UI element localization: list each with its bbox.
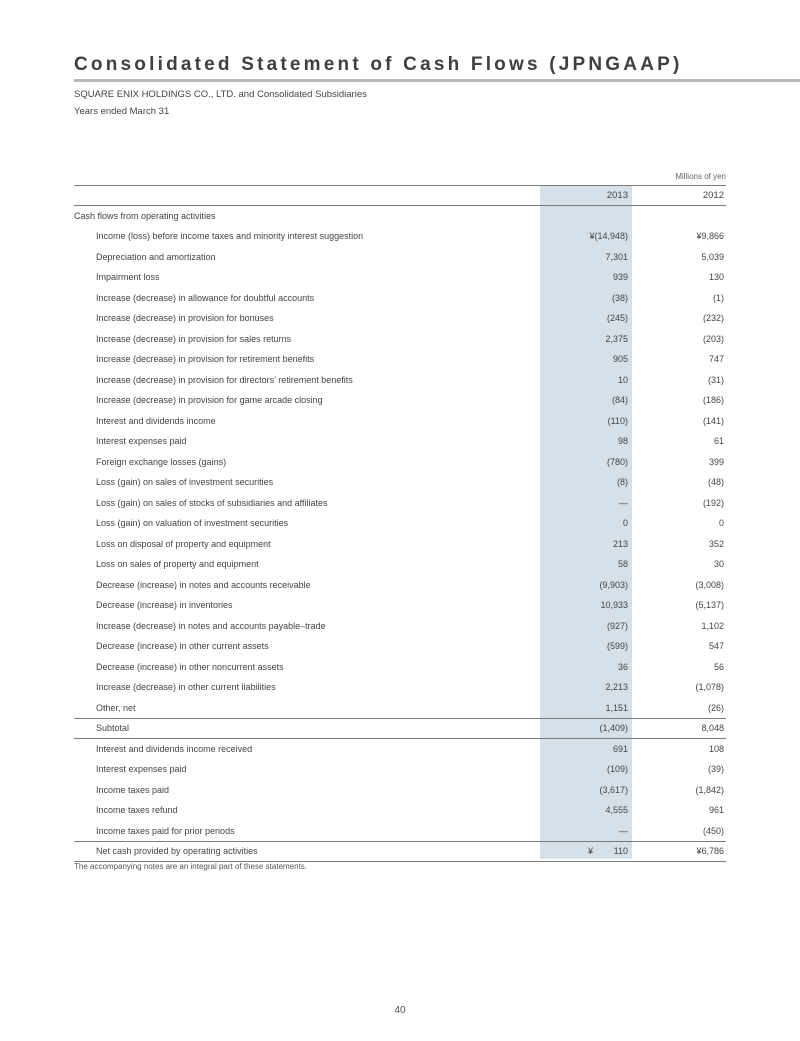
row-label: Increase (decrease) in allowance for doubtful accounts (96, 292, 315, 303)
row-label: Interest expenses paid (96, 764, 187, 775)
table-row (74, 247, 726, 268)
value-2012: (26) (707, 702, 724, 713)
row-label: Decrease (increase) in inventories (96, 600, 233, 611)
table-row (74, 411, 726, 432)
row-label: Loss on disposal of property and equipment (96, 538, 271, 549)
table-row (74, 554, 726, 575)
value-2013: (110) (607, 415, 628, 426)
value-2013: 98 (617, 436, 628, 447)
value-2013: 4,555 (605, 805, 628, 816)
value-2012: 547 (708, 641, 724, 652)
row-label: Loss (gain) on sales of investment securities (96, 477, 274, 488)
row-label: Depreciation and amortization (96, 251, 216, 262)
value-2013: (3,617) (599, 784, 628, 795)
total-value-2013 (540, 841, 632, 862)
row-label: Income taxes paid (96, 784, 170, 795)
row-label: Decrease (increase) in other current assets (96, 641, 269, 652)
value-2013: 0 (622, 518, 628, 529)
table-row (74, 698, 726, 719)
cash-flow-table (74, 185, 726, 862)
section-row (74, 206, 726, 227)
table-row (74, 780, 726, 801)
value-2012: 8,048 (632, 718, 726, 739)
value-2012: (192) (702, 497, 724, 508)
value-2013: (38) (611, 292, 628, 303)
value-2012: 5,039 (701, 251, 724, 262)
total-value-2012: ¥6,786 (632, 841, 726, 862)
row-label: Income taxes paid for prior periods (74, 821, 540, 842)
value-2012: 30 (713, 559, 724, 570)
value-2013: (1,409) (540, 718, 632, 739)
row-label: Loss (gain) on sales of stocks of subsidiaries and affiliates (96, 497, 328, 508)
table-row (74, 370, 726, 391)
row-label: Increase (decrease) in provision for sales returns (96, 333, 292, 344)
row-label: Foreign exchange losses (gains) (96, 456, 227, 467)
value-2013: 691 (612, 744, 628, 754)
value-2012: (450) (632, 821, 726, 842)
value-2012: 56 (713, 661, 724, 672)
row-label: Increase (decrease) in notes and accounts payable–trade (96, 620, 326, 631)
period-label: Years ended March 31 (74, 106, 170, 117)
value-2013: 213 (612, 538, 628, 549)
header-label-cell (74, 186, 540, 206)
value-2012: (141) (702, 415, 724, 426)
value-2012: 0 (718, 518, 724, 529)
company-name: SQUARE ENIX HOLDINGS CO., LTD. and Consolidated Subsidiaries (74, 89, 367, 100)
title-rule (74, 79, 800, 82)
value-2013: 905 (612, 354, 628, 365)
total-row (74, 841, 726, 862)
value-2013: (109) (606, 764, 628, 775)
table-row (74, 513, 726, 534)
table-row (74, 636, 726, 657)
table-row (74, 390, 726, 411)
page-title: Consolidated Statement of Cash Flows (JPNGAAP) (74, 54, 683, 75)
value-2012: 130 (708, 272, 724, 283)
row-label: Loss on sales of property and equipment (96, 559, 259, 570)
value-2012: (3,008) (695, 579, 724, 590)
table-row (74, 431, 726, 452)
value-2013: 2,213 (605, 682, 628, 693)
value-2012: 1,102 (701, 620, 724, 631)
table-row (74, 288, 726, 309)
value-2012: 747 (708, 354, 724, 365)
row-label: Income taxes refund (96, 805, 178, 816)
column-header-2013: 2013 (540, 186, 632, 206)
table-row (74, 493, 726, 514)
value-2013: — (619, 497, 628, 508)
value-2013: 10,933 (600, 600, 628, 611)
value-2012: 399 (708, 456, 724, 467)
value-2013: 10 (617, 374, 628, 385)
value-2013: (245) (606, 313, 628, 324)
table-row (74, 616, 726, 637)
table-row (74, 657, 726, 678)
table-row (74, 226, 726, 247)
value-2013: 2,375 (605, 333, 628, 344)
row-label: Other, net (96, 702, 136, 713)
table-row (74, 308, 726, 329)
value-2013: 1,151 (605, 702, 628, 713)
table-row (74, 534, 726, 555)
value-2012: (31) (707, 374, 724, 385)
value-2013: 7,301 (605, 251, 628, 262)
row-label: Increase (decrease) in provision for directors’ retirement benefits (96, 374, 353, 385)
value-2012: (1) (713, 292, 724, 303)
value-2013: 939 (612, 272, 628, 283)
value-2013: (927) (606, 620, 628, 631)
value-2012: (203) (702, 333, 724, 344)
value-2012: (1,842) (695, 784, 724, 795)
table-row (74, 677, 726, 698)
value-2013: — (540, 821, 632, 842)
value-2012: 352 (708, 538, 724, 549)
row-label: Increase (decrease) in provision for retirement benefits (96, 354, 315, 365)
value-2012: (39) (707, 764, 724, 775)
row-label: Increase (decrease) in provision for bonuses (96, 313, 274, 324)
row-label: Interest expenses paid (96, 436, 187, 447)
row-label: Interest and dividends income received (96, 744, 253, 754)
total-amount-2013: 110 (613, 846, 628, 857)
value-2012: 961 (708, 805, 724, 816)
value-2012: (48) (707, 477, 724, 488)
value-2012: (186) (702, 395, 724, 406)
section-title: Cash flows from operating activities (74, 211, 216, 221)
row-label: Impairment loss (96, 272, 160, 283)
row-label: Decrease (increase) in notes and accounts receivable (96, 579, 311, 590)
total-label: Net cash provided by operating activities (74, 841, 540, 862)
page-number: 40 (394, 1005, 406, 1016)
value-2013: 36 (617, 661, 628, 672)
value-2013: (9,903) (599, 579, 628, 590)
value-2013: (8) (617, 477, 628, 488)
value-2012: (232) (702, 313, 724, 324)
value-2012: ¥9,866 (696, 231, 724, 242)
units-label: Millions of yen (675, 172, 726, 181)
row-label: Loss (gain) on valuation of investment securities (96, 518, 289, 529)
footnote: The accompanying notes are an integral part of these statements. (74, 862, 308, 871)
value-2013: (84) (611, 395, 628, 406)
value-2012: 61 (713, 436, 724, 447)
row-label: Increase (decrease) in other current liabilities (96, 682, 276, 693)
table-row (74, 349, 726, 370)
value-2013: 58 (617, 559, 628, 570)
row-label: Decrease (increase) in other noncurrent assets (96, 661, 284, 672)
table-row (74, 821, 726, 842)
table-row (74, 800, 726, 821)
table-row (74, 329, 726, 350)
value-2012: (1,078) (695, 682, 724, 693)
subtotal-row (74, 718, 726, 739)
table-row (74, 595, 726, 616)
row-label: Increase (decrease) in provision for game arcade closing (96, 395, 323, 406)
table-header-row (74, 186, 726, 206)
row-label: Interest and dividends income (96, 415, 216, 426)
total-currency-symbol: ¥ (588, 846, 594, 857)
table-row (74, 575, 726, 596)
column-header-2012: 2012 (632, 186, 726, 206)
table-row (74, 452, 726, 473)
value-2012: 108 (708, 744, 724, 754)
table-row (74, 759, 726, 780)
row-label: Income (loss) before income taxes and minority interest suggestion (96, 231, 364, 242)
row-label: Subtotal (74, 718, 540, 739)
table-row (74, 739, 726, 760)
table-row (74, 472, 726, 493)
value-2013: (599) (606, 641, 628, 652)
table-row (74, 267, 726, 288)
value-2012: (5,137) (695, 600, 724, 611)
value-2013: (780) (606, 456, 628, 467)
value-2013: ¥(14,948) (589, 231, 628, 242)
